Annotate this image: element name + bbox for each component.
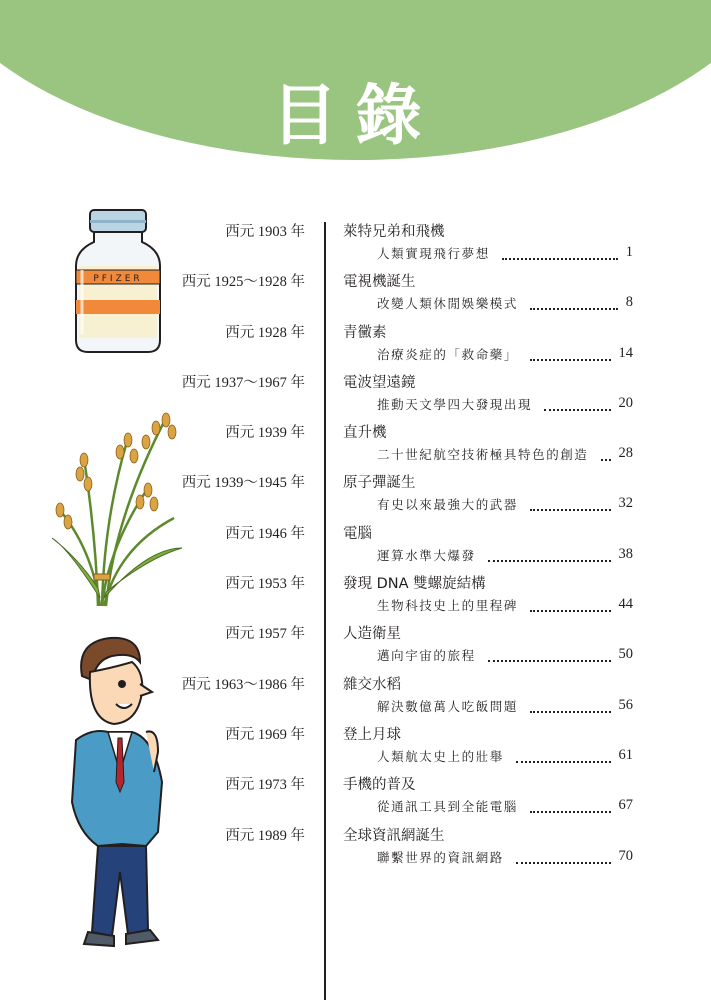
toc-topic[interactable]: 全球資訊網誕生	[343, 827, 445, 844]
toc-topic[interactable]: 電視機誕生	[343, 274, 416, 291]
toc-description: 有史以來最強大的武器	[377, 497, 519, 513]
toc-leader-dots	[530, 797, 611, 813]
toc-topic[interactable]: 發現 DNA 雙螺旋結構	[343, 576, 486, 593]
toc-page-number[interactable]: 32	[618, 495, 633, 512]
toc-description: 人類實現飛行夢想	[377, 246, 490, 261]
toc-description: 推動天文學四大發現出現	[377, 396, 533, 412]
page-title: 目錄	[271, 77, 440, 154]
toc-leader-dots	[530, 495, 611, 511]
toc-description: 人類航太史上的壯舉	[377, 748, 504, 764]
toc-entry[interactable]	[0, 270, 711, 320]
toc-topic[interactable]: 直升機	[343, 425, 387, 442]
toc-topic[interactable]: 人造衛星	[343, 626, 401, 643]
toc-leader-dots	[516, 848, 611, 864]
toc-leader-dots	[530, 596, 611, 612]
toc-leader-dots	[530, 697, 611, 713]
toc-topic[interactable]: 原子彈誕生	[343, 475, 416, 492]
toc-year: 西元 1953 年	[225, 576, 305, 593]
toc-entry[interactable]	[0, 723, 711, 773]
toc-description: 邁向宇宙的旅程	[377, 648, 476, 664]
toc-description: 運算水準大爆發	[377, 547, 476, 563]
toc-year: 西元 1957 年	[225, 626, 305, 643]
toc-entry[interactable]	[0, 471, 711, 521]
toc-leader-dots	[516, 747, 611, 763]
toc-topic[interactable]: 萊特兄弟和飛機	[343, 224, 445, 240]
toc-page-number[interactable]: 1	[625, 244, 633, 260]
toc-topic[interactable]: 電波望遠鏡	[343, 374, 416, 391]
toc-year: 西元 1973 年	[225, 777, 305, 794]
toc-description: 治療炎症的「救命藥」	[377, 346, 519, 362]
toc-description: 二十世紀航空技術極具特色的創造	[377, 447, 589, 463]
toc-year: 西元 1903 年	[225, 224, 305, 240]
toc-leader-dots	[544, 395, 611, 411]
toc-description: 從通訊工具到全能電腦	[377, 799, 519, 815]
toc-entry[interactable]	[0, 421, 711, 471]
toc-leader-dots	[530, 294, 618, 310]
toc-year: 西元 1928 年	[225, 324, 305, 341]
toc-year: 西元 1939 年	[225, 425, 305, 442]
toc-description: 聯繫世界的資訊網路	[377, 849, 504, 865]
toc-year: 西元 1946 年	[225, 525, 305, 542]
toc-page-number[interactable]: 14	[618, 344, 633, 361]
toc-page-number[interactable]: 38	[618, 545, 633, 562]
toc-page-number[interactable]: 20	[618, 394, 633, 411]
toc-entry[interactable]	[0, 773, 711, 823]
toc-leader-dots	[502, 244, 618, 260]
toc-page-number[interactable]: 44	[618, 596, 633, 613]
toc-description: 解決數億萬人吃飯問題	[377, 698, 519, 714]
toc-page-number[interactable]: 56	[618, 696, 633, 713]
toc-entry[interactable]	[0, 572, 711, 622]
toc-entry[interactable]	[0, 673, 711, 723]
toc-entry[interactable]	[0, 220, 711, 270]
toc-page-number[interactable]: 61	[618, 746, 633, 763]
toc-page-number[interactable]: 8	[625, 294, 633, 311]
toc-page-number[interactable]: 50	[618, 646, 633, 663]
toc-year: 西元 1925～1928 年	[181, 274, 305, 291]
toc-leader-dots	[530, 345, 611, 361]
toc-leader-dots	[488, 546, 611, 562]
toc-year: 西元 1939～1945 年	[181, 475, 305, 492]
bottle-label: PFIZER	[93, 274, 143, 284]
toc-page-number[interactable]: 67	[618, 797, 633, 814]
toc-year: 西元 1963～1986 年	[181, 676, 305, 693]
toc-entry[interactable]	[0, 622, 711, 672]
toc-topic[interactable]: 手機的普及	[343, 777, 416, 794]
toc-year: 西元 1969 年	[225, 726, 305, 743]
toc-topic[interactable]: 電腦	[343, 525, 372, 542]
toc-entry[interactable]	[0, 371, 711, 421]
toc-entry[interactable]	[0, 321, 711, 371]
toc-description: 改變人類休閒娛樂模式	[377, 296, 519, 312]
toc-entry[interactable]	[0, 824, 711, 874]
table-of-contents	[0, 220, 711, 874]
toc-page-number[interactable]: 70	[618, 847, 633, 864]
toc-year: 西元 1937～1967 年	[181, 374, 305, 391]
toc-entry[interactable]	[0, 522, 711, 572]
toc-leader-dots	[601, 445, 611, 461]
toc-topic[interactable]: 雜交水稻	[343, 676, 401, 693]
toc-topic[interactable]: 青黴素	[343, 324, 387, 341]
toc-year: 西元 1989 年	[225, 827, 305, 844]
toc-topic[interactable]: 登上月球	[343, 726, 401, 743]
toc-leader-dots	[488, 646, 611, 662]
toc-page-number[interactable]: 28	[618, 445, 633, 462]
toc-description: 生物科技史上的里程碑	[377, 598, 519, 614]
